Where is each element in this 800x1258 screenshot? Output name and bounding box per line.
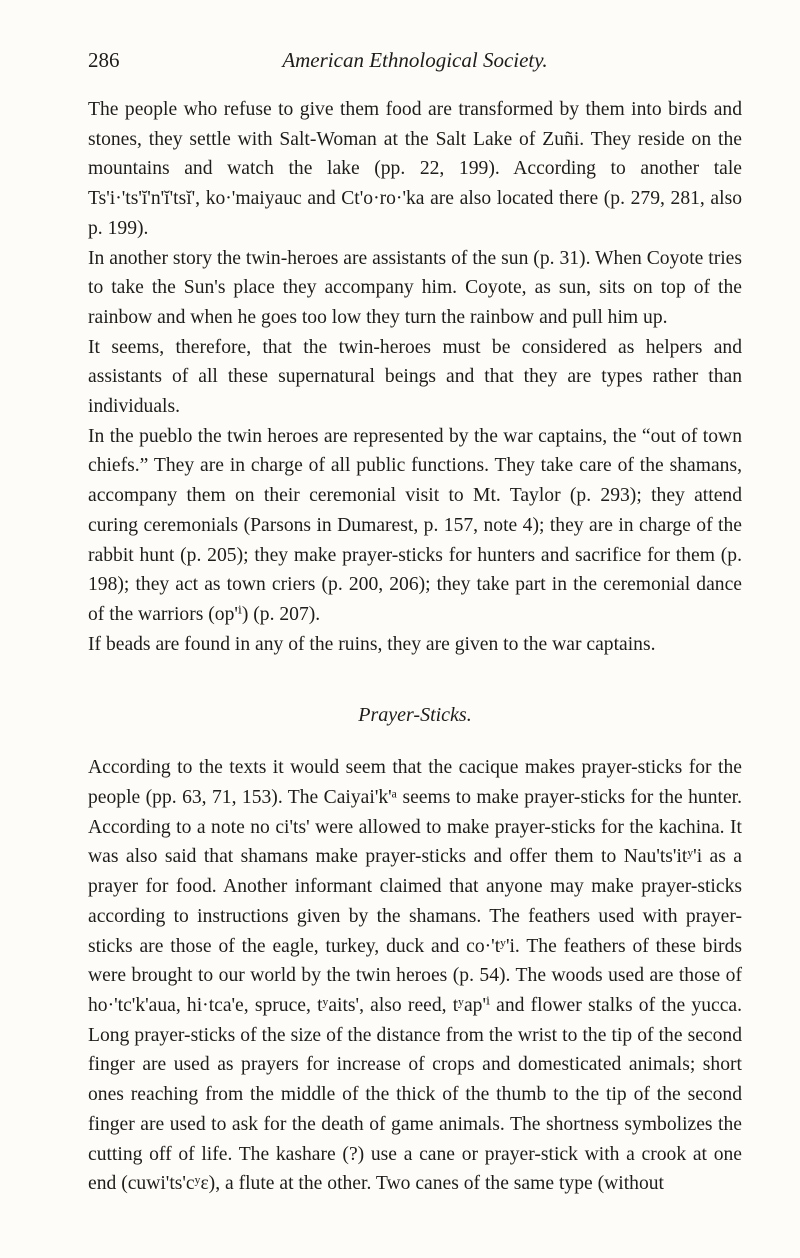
running-title: American Ethnological Society. xyxy=(282,48,548,72)
page-number: 286 xyxy=(88,48,120,72)
paragraph-salt-woman: The people who refuse to give them food are transformed by them into birds and stones, they settle with Salt-Woman at the Salt Lake of Zuñi. They reside on the mountains and watch the lake (pp. 22, 199). According to another tale Ts'i·'ts'ĭ'n'ĭ'tsĭ', ko·'maiyauc and Ct'o·ro·'ka are also located there (p. 279, 281, also p. 199). xyxy=(88,99,742,239)
body-text xyxy=(88,95,742,1199)
running-header xyxy=(88,48,742,82)
section-heading: Prayer-Sticks. xyxy=(358,704,472,727)
book-page xyxy=(88,48,742,1199)
paragraph-war-captains: In the pueblo the twin heroes are represented by the war captains, the “out of town chiefs.” They are in charge of all public functions. They take care of the shamans, accompany them on their ceremonial visit to Mt. Taylor (p. 293); they attend curing ceremonials (Parsons in Dumarest, p. 157, note 4); they are in charge of the rabbit hunt (p. 205); they make prayer-sticks for hunters and sacrifice for them (p. 198); they act as town criers (p. 200, 206); they take part in the ceremonial dance of the warriors (op'ⁱ) (p. 207). xyxy=(88,425,742,625)
paragraph-beads: If beads are found in any of the ruins, they are given to the war captains. xyxy=(88,633,656,655)
paragraph-helpers: It seems, therefore, that the twin-heroes must be considered as helpers and assistants of all these supernatural beings and that they are types rather than individuals. xyxy=(88,336,742,418)
paragraph-prayer-sticks: According to the texts it would seem that the cacique makes prayer-sticks for the people (pp. 63, 71, 153). The Caiyai'k'ᵃ seems to make prayer-sticks for the hunter. According to a note no ci'ts' were allowed to make prayer-sticks for the kachina. It was also said that shamans make prayer-sticks and offer them to Nau'ts'itʸ'i as a prayer for food. Another informant claimed that anyone may make prayer-sticks according to instructions given by the shamans. The feathers used with prayer-sticks are those of the eagle, turkey, duck and co·'tʸ'i. The feathers of these birds were brought to our world by the twin heroes (p. 54). The woods used are those of ho·'tc'k'aua, hi·tca'e, spruce, tʸaits', also reed, tʸap'ⁱ and flower stalks of the yucca. Long prayer-sticks of the size of the distance from the wrist to the tip of the second finger are used as prayers for increase of crops and domesticated animals; short ones reaching from the middle of the thick of the thumb to the tip of the second finger are used to ask for the death of game animals. The shortness symbolizes the cutting off of life. The kashare (?) use a cane or prayer-stick with a crook at one end (cuwi'ts'cʸɛ), a flute at the other. Two canes of the same type (without xyxy=(88,757,742,1195)
paragraph-sun-assistants: In another story the twin-heroes are assistants of the sun (p. 31). When Coyote tries to take the Sun's place they accompany him. Coyote, as sun, sits on top of the rainbow and when he goes too low they turn the rainbow and pull him up. xyxy=(88,247,742,328)
